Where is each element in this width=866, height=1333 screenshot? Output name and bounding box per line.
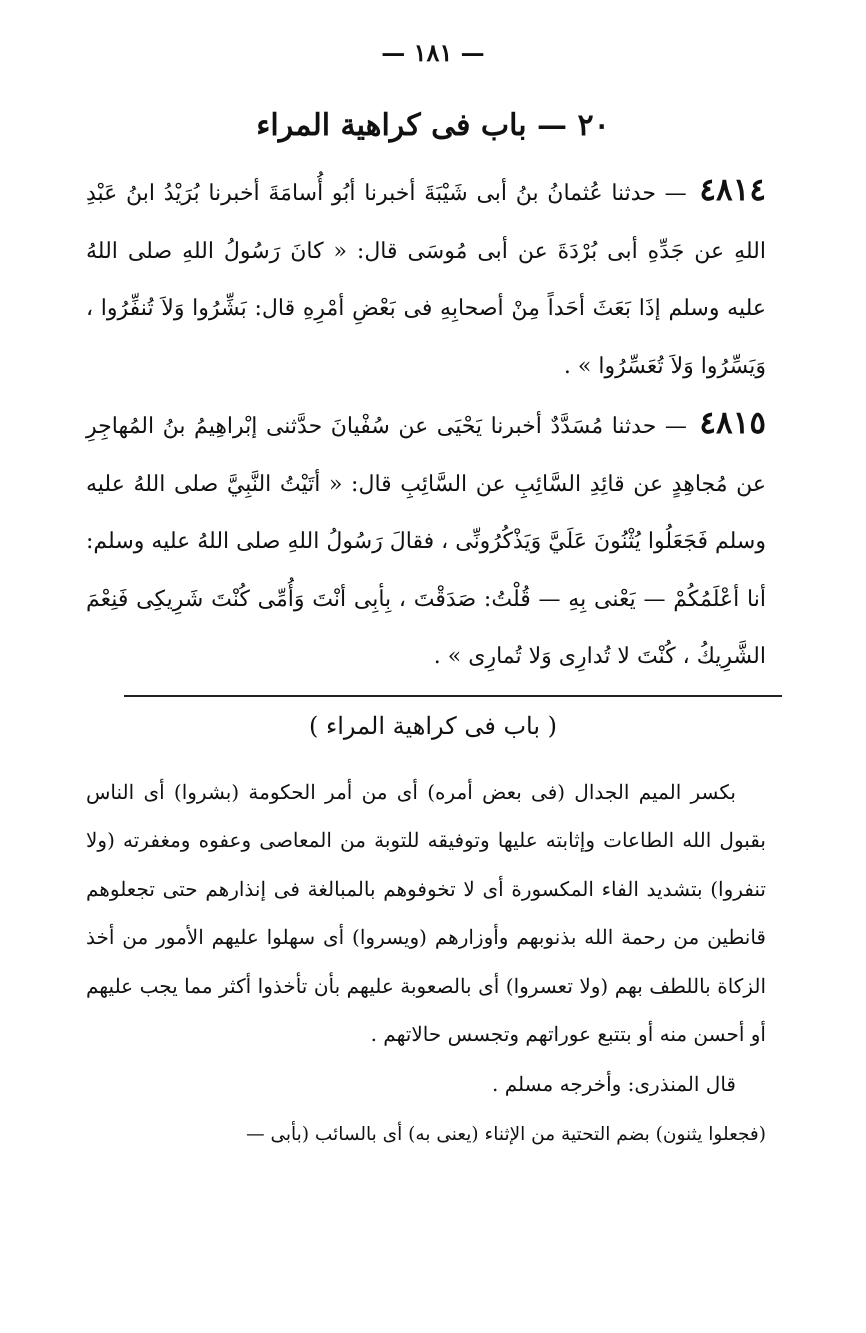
section-divider xyxy=(124,695,782,697)
commentary-paragraph: بكسر الميم الجدال (فى بعض أمره) أى من أمر الحكومة (بشروا) أى الناس بقبول الله الطاعات وإثابته عليها وتوفيقه للتوبة من المعاصى وعفوه ومغفرته (ولا تنفروا) بتشديد الفاء المكسورة أى لا تخوفوهم بالمبالغة فى إنذارهم حتى تجعلوهم قانطين من رحمة الله بذنوبهم وأوزارهم (ويسروا) أى سهلوا عليهم الأمور من أخذ الزكاة باللطف بهم (ولا تعسروا) أى بالصعوبة عليهم بأن تأخذوا أكثر مما يجب عليهم أو أحسن منه أو بتتبع عوراتهم وتجسس حالاتهم . xyxy=(86,780,767,1047)
chapter-title: ٢٠ — باب فى كراهية المراء xyxy=(256,108,610,143)
hadith-number: ٤٨١٥ xyxy=(699,405,767,441)
commentary-paragraph-continued: (فجعلوا يثنون) بضم التحتية من الإثناء (يعنى به) أى بالسائب (بأبى — xyxy=(246,1123,766,1145)
hadith-number: ٤٨١٤ xyxy=(699,172,766,208)
hadith-text: — حدثنا مُسَدَّدٌ أخبرنا يَحْيَى عن سُفْيانَ حدَّثنى إبْراهِيمُ بنُ المُهاجِرِ عن مُجاهِدٍ عن قائِدِ السَّائِبِ عن السَّائِبِ قال: « أتَيْتُ النَّبِيَّ صلى اللهُ عليه وسلم فَجَعَلُوا يُثْنُونَ عَلَيَّ وَيَذْكُرُونِّى ، فقالَ رَسُولُ اللهِ صلى اللهُ عليه وسلم: أنا أعْلَمُكُمْ — يَعْنى بِهِ — قُلْتُ: صَدَقْتَ ، بِأبِى أنْتَ وَأُمِّى كُنْتَ شَرِيكِى فَنِعْمَ الشَّرِيكُ ، كُنْتَ لا تُدارِى وَلا تُمارِى » . xyxy=(86,414,766,669)
commentary-section xyxy=(86,768,766,1159)
page-number: — ١٨١ — xyxy=(381,38,485,67)
hadith-4814 xyxy=(86,162,766,395)
hadith-text: — حدثنا عُثمانُ بنُ أبى شَيْبَةَ أخبرنا أبُو أُسامَةَ أخبرنا بُرَيْدُ ابنُ عَبْدِ اللهِ عن جَدِّهِ أبى بُرْدَةَ عن أبى مُوسَى قال: « كانَ رَسُولُ اللهِ صلى اللهُ عليه وسلم إذَا بَعَثَ أحَداً مِنْ أصحابِهِ فى بَعْضِ أمْرِهِ قال: بَشِّرُوا وَلاَ تُنفِّرُوا ، وَيَسِّرُوا وَلاَ تُعَسِّرُوا » . xyxy=(86,181,766,379)
commentary-source-note: قال المنذرى: وأخرجه مسلم . xyxy=(492,1072,736,1097)
commentary-title: ( باب فى كراهية المراء ) xyxy=(308,712,558,740)
hadith-section xyxy=(86,162,766,686)
hadith-4815 xyxy=(86,395,766,686)
